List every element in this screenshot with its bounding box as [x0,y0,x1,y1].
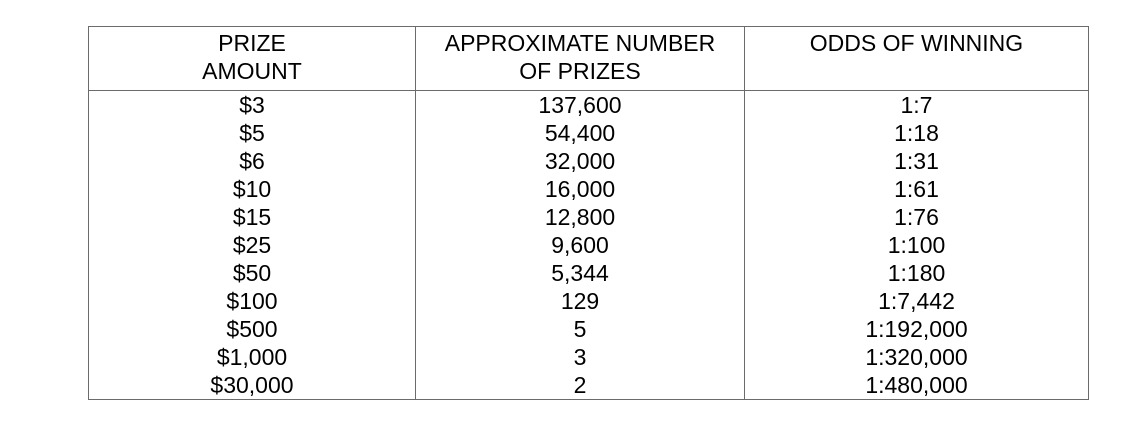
prize-count-cell: 5,344 [416,259,745,287]
header-line: APPROXIMATE NUMBER [444,30,716,56]
prize-amount-cell: $30,000 [89,371,416,400]
prize-amount-cell: $50 [89,259,416,287]
prize-count-cell: 32,000 [416,147,745,175]
prize-count-cell: 129 [416,287,745,315]
table-header-row [89,27,1089,91]
header-odds-of-winning [745,27,1089,91]
table-row [89,175,1089,203]
prize-count-cell: 54,400 [416,119,745,147]
table-body [89,91,1089,400]
odds-cell: 1:7,442 [745,287,1089,315]
prize-amount-cell: $10 [89,175,416,203]
odds-cell: 1:18 [745,119,1089,147]
prize-amount-cell: $6 [89,147,416,175]
prize-count-cell: 9,600 [416,231,745,259]
header-line: PRIZE [218,30,286,56]
prize-amount-cell: $25 [89,231,416,259]
table-row [89,231,1089,259]
odds-cell: 1:61 [745,175,1089,203]
odds-cell: 1:480,000 [745,371,1089,400]
prize-amount-cell: $3 [89,91,416,120]
table-row [89,259,1089,287]
table-row [89,343,1089,371]
prize-amount-cell: $1,000 [89,343,416,371]
table-row [89,91,1089,120]
prize-count-cell: 137,600 [416,91,745,120]
header-line: AMOUNT [202,58,302,84]
prize-amount-cell: $5 [89,119,416,147]
odds-cell: 1:76 [745,203,1089,231]
prize-count-cell: 12,800 [416,203,745,231]
prize-amount-cell: $15 [89,203,416,231]
prize-count-cell: 16,000 [416,175,745,203]
prize-amount-cell: $100 [89,287,416,315]
table-row [89,119,1089,147]
prize-count-cell: 5 [416,315,745,343]
odds-cell: 1:320,000 [745,343,1089,371]
header-line: ODDS OF WINNING [809,30,1024,56]
odds-cell: 1:192,000 [745,315,1089,343]
table-row [89,203,1089,231]
prize-odds-table [88,26,1089,400]
table-row [89,371,1089,400]
odds-cell: 1:31 [745,147,1089,175]
prize-count-cell: 2 [416,371,745,400]
table-row [89,315,1089,343]
header-number-of-prizes [416,27,745,91]
header-line: OF PRIZES [519,58,641,84]
header-prize-amount [89,27,416,91]
prize-amount-cell: $500 [89,315,416,343]
table-row [89,287,1089,315]
prize-count-cell: 3 [416,343,745,371]
odds-cell: 1:180 [745,259,1089,287]
table-row [89,147,1089,175]
odds-cell: 1:7 [745,91,1089,120]
odds-cell: 1:100 [745,231,1089,259]
